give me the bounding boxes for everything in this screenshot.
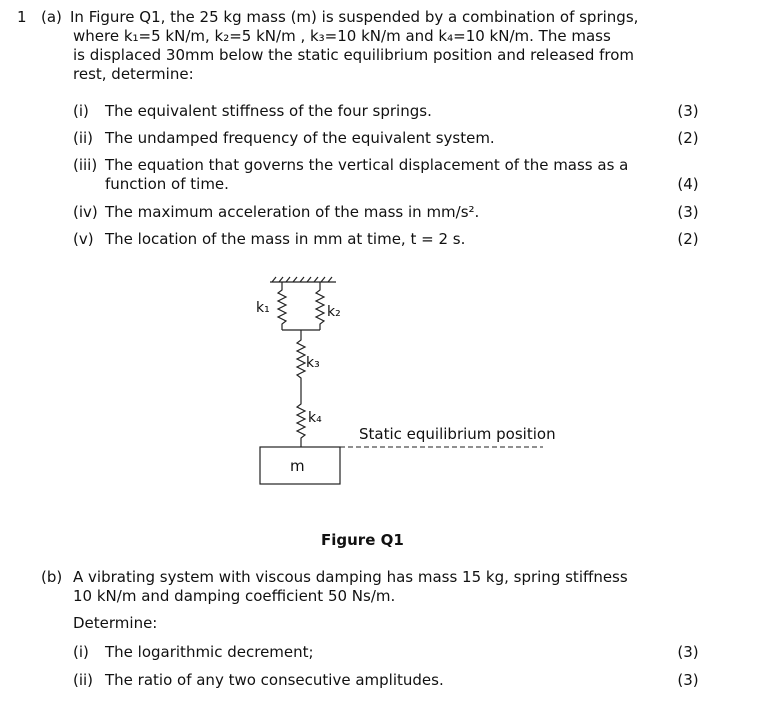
item-text: The equation that governs the vertical displacement of the mass as a: [105, 156, 629, 174]
item-label: (iii): [73, 156, 98, 174]
item-text: The maximum acceleration of the mass in mm/s².: [105, 203, 480, 221]
figure-caption: Figure Q1: [321, 531, 404, 549]
marks: (4): [677, 175, 699, 193]
item-text: The logarithmic decrement;: [105, 643, 314, 661]
part-a-intro-line-4: rest, determine:: [73, 65, 194, 83]
spring-k3: [297, 330, 305, 400]
k3-label: k₃: [306, 355, 320, 371]
part-b-intro-line-1: A vibrating system with viscous damping has mass 15 kg, spring stiffness: [73, 568, 628, 586]
marks: (2): [677, 129, 699, 147]
part-a-label: (a): [41, 8, 62, 26]
mass-label: m: [290, 457, 305, 475]
spring-k4: [297, 400, 305, 447]
item-text-continued: function of time.: [105, 175, 229, 193]
part-b-intro-line-2: 10 kN/m and damping coefficient 50 Ns/m.: [73, 587, 396, 605]
question-number: 1: [17, 8, 27, 26]
item-label: (ii): [73, 671, 94, 689]
item-label: (v): [73, 230, 94, 248]
part-b-determine: Determine:: [73, 614, 158, 632]
part-a-intro-line-3: is displaced 30mm below the static equilibrium position and released from: [73, 46, 635, 64]
marks: (2): [677, 230, 699, 248]
spring-k2: [316, 282, 324, 330]
item-label: (i): [73, 102, 89, 120]
item-text: The ratio of any two consecutive amplitudes.: [105, 671, 444, 689]
marks: (3): [677, 671, 699, 689]
item-text: The location of the mass in mm at time, t = 2 s.: [105, 230, 466, 248]
k1-label: k₁: [256, 300, 270, 316]
spring-k1: [278, 282, 286, 330]
part-b-label: (b): [41, 568, 63, 586]
part-a-intro-line-1: In Figure Q1, the 25 kg mass (m) is suspended by a combination of springs,: [70, 8, 639, 26]
item-label: (i): [73, 643, 89, 661]
part-a-intro-line-2: where k₁=5 kN/m, k₂=5 kN/m , k₃=10 kN/m and k₄=10 kN/m. The mass: [73, 27, 611, 45]
item-label: (iv): [73, 203, 98, 221]
item-label: (ii): [73, 129, 94, 147]
k2-label: k₂: [327, 304, 341, 320]
item-text: The equivalent stiffness of the four springs.: [105, 102, 432, 120]
marks: (3): [677, 203, 699, 221]
marks: (3): [677, 643, 699, 661]
k4-label: k₄: [308, 410, 322, 426]
marks: (3): [677, 102, 699, 120]
ceiling-hatch: [272, 277, 332, 282]
item-text: The undamped frequency of the equivalent system.: [105, 129, 495, 147]
equilibrium-label: Static equilibrium position: [359, 425, 556, 443]
